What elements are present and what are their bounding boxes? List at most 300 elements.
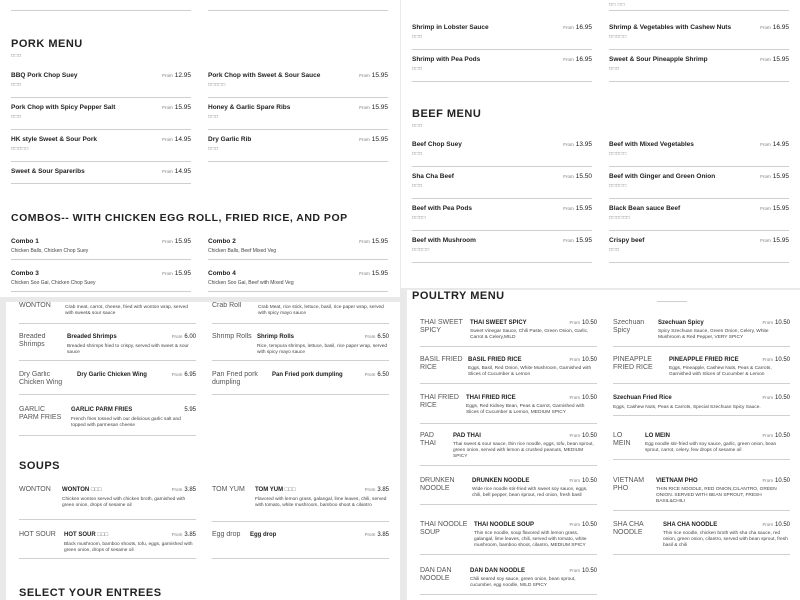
item-subtitle: □□□□□ [412,247,430,253]
section-title-poultry: POULTRY MENU [412,290,505,302]
price-prefix: From [760,238,771,243]
price-value: 5.95 [184,407,196,413]
item-description: Thin rice noodle, chicken broth with sha cha sauce, red onion, green onion, cilantro, served with bean sprout, fresh basil & chili [663,531,788,548]
price-prefix: From [762,357,773,362]
item-name: VIETNAM PHO [656,478,698,484]
menu-item[interactable] [420,477,597,505]
price-value: 3.85 [184,532,196,538]
price-prefix: From [563,238,574,243]
price-value: 10.50 [774,433,790,439]
item-description: Chicken Soo Gai, Beef with Mixed Veg [208,280,294,286]
item-name: Egg drop [250,532,277,538]
menu-item[interactable] [212,331,389,361]
item-description: Crab Meat, rice stick, lettuce, basil, rice paper wrap, served with spicy mayo sauce [258,305,384,316]
item-subtitle: □□□ [412,151,423,157]
item-subtitle: □□□ [208,114,219,120]
menu-item[interactable] [609,237,789,263]
panel-shrimp-beef [401,0,800,288]
menu-item[interactable] [609,56,789,82]
item-subtitle: □□□ [208,146,219,152]
price-value: 10.50 [581,522,597,528]
menu-item[interactable] [11,136,191,162]
menu-item[interactable] [609,24,789,50]
item-name: THAI NOODLE SOUP [474,522,535,528]
item-name: Sweet & Sour Spareribs [11,168,85,175]
price-prefix: From [563,142,574,147]
item-name-text: WONTON [62,487,90,493]
price-prefix: From [364,334,376,339]
price-prefix: From [563,174,574,179]
item-subtitle: □□□□□ [208,82,226,88]
section-title-combos: COMBOS-- WITH CHICKEN EGG ROLL, FRIED RICE, AND POP [11,212,348,224]
item-description: Chili seared soy sauce, green onion, bean sprout, cucumber, egg noodle, MILD SPICY [470,577,576,588]
item-name: Combo 3 [11,270,39,277]
price-value: 3.85 [377,487,389,493]
item-image: WONTON [19,302,51,309]
item-name: SHA CHA NOODLE [663,522,718,528]
menu-item[interactable] [208,72,388,98]
item-image: Egg drop [212,531,241,538]
menu-item[interactable] [19,404,196,436]
item-description: THIN RICE NOODLE, RED ONION,CILANTRO, GREEN ONION. SERVED WITH BEAN SPROUT, FRESH BASIL&CHILI [656,487,777,504]
price-prefix: From [162,239,173,244]
price-prefix: From [569,395,580,400]
item-name: Dry Garlic Rib [208,136,252,143]
menu-item[interactable] [11,270,191,292]
menu-item[interactable] [212,302,389,324]
item-price [359,270,388,277]
item-subtitle: □□□ [412,34,423,40]
item-price [563,141,592,148]
section-subtitle-beef: □□□ [412,123,423,129]
menu-item[interactable] [420,356,597,384]
price-value: 15.95 [772,56,789,63]
item-price [569,395,597,401]
menu-item[interactable] [420,394,597,424]
item-description: Breaded shrimps fried to crispy, served with sweet & sour sauce [67,344,189,355]
price-value: 14.95 [174,168,191,175]
menu-item[interactable] [412,24,592,50]
item-price [569,320,597,326]
price-prefix: From [569,522,580,527]
menu-item[interactable] [19,369,196,395]
item-price [162,104,191,111]
item-description: Chicken Balls, Chicken Chop Suey [11,248,89,254]
price-prefix: From [760,206,771,211]
price-prefix: From [171,487,183,492]
item-image: Shrimp Rolls [212,333,252,340]
menu-item[interactable] [613,319,790,347]
price-prefix: From [762,320,773,325]
price-prefix: From [563,57,574,62]
item-price [760,237,789,244]
section-title-soups: SOUPS [19,460,61,472]
item-price [762,478,790,484]
price-value: 14.95 [174,136,191,143]
item-name: PINEAPPLE FRIED RICE [669,357,739,363]
item-price [563,205,592,212]
menu-item[interactable] [613,356,790,384]
price-value: 15.95 [371,72,388,79]
item-price [762,320,790,326]
item-price [172,487,196,493]
item-name: Shrimp Rolls [257,334,295,340]
menu-item[interactable] [412,173,592,199]
price-prefix: From [563,206,574,211]
price-value: 10.50 [581,478,597,484]
item-price [569,357,597,363]
item-image: Szechuan Spicy [613,319,645,334]
menu-item[interactable] [613,432,790,460]
item-name-text: TOM YUM [255,487,284,493]
item-name: Beef with Mushroom [412,237,476,244]
price-prefix: From [364,532,376,537]
price-prefix: From [364,372,376,377]
item-image: THAI SWEET SPICY [420,319,463,334]
item-name: Sweet & Sour Pineapple Shrimp [609,56,708,63]
item-subtitle: □□□ [609,247,620,253]
item-price [365,532,389,538]
menu-item[interactable] [609,141,789,167]
item-price [162,238,191,245]
item-price [359,136,388,143]
item-name: THAI SWEET SPICY [470,320,527,326]
price-value: 10.50 [581,433,597,439]
menu-item[interactable] [212,529,389,559]
price-prefix: From [162,169,173,174]
section-title-beef: BEEF MENU [412,108,482,120]
menu-item[interactable] [11,168,191,184]
price-prefix: From [569,320,580,325]
menu-item[interactable] [11,72,191,98]
price-prefix: From [760,142,771,147]
divider [208,10,388,11]
item-price [760,56,789,63]
item-price [569,522,597,528]
price-value: 15.95 [575,205,592,212]
divider [657,301,687,302]
price-value: 15.95 [371,270,388,277]
price-value: 13.95 [575,141,592,148]
price-prefix: From [162,73,173,78]
price-prefix: From [359,73,370,78]
item-name: HK style Sweet & Sour Pork [11,136,97,143]
divider [609,10,789,11]
item-name-cn: □□□ [97,532,109,538]
item-description: Flavored with lemon grass, galangal, lime leaves, chili, served with tomato, white mushroom, bamboo shoot & cilantro [255,497,387,508]
item-name: Combo 4 [208,270,236,277]
price-value: 6.50 [377,372,389,378]
item-image: DAN DAN NOODLE [420,567,452,582]
price-value: 10.50 [774,478,790,484]
menu-item[interactable] [212,369,389,395]
item-name: Shrimp in Lobster Sauce [412,24,489,31]
item-name: Szechuan Spicy [658,320,704,326]
price-prefix: From [359,271,370,276]
price-value: 15.95 [772,237,789,244]
item-subtitle: □□□□□ [609,151,627,157]
price-value: 10.50 [774,357,790,363]
item-name: Pork Chop with Sweet & Sour Sauce [208,72,321,79]
price-prefix: From [364,487,376,492]
item-description: Eggs, Red Kidney Bean, Peas & Carrot, Garnished with Slices of Cucumber & Lemon, MEDIUM SPICY [466,404,585,415]
item-description: Crab meat, carrot, cheese, fried with wonton wrap, served with sweet& sour sauce [65,305,188,316]
item-name: DRUNKEN NOODLE [472,478,530,484]
section-subtitle-top: □□ □□ [609,2,625,8]
item-image: SHA CHA NOODLE [613,521,644,536]
item-description: Eggs, Basil, Red Onion, White Mushroom, Garnished with Slices of Cucumber & Lemon [468,366,592,377]
price-value: 6.95 [184,372,196,378]
item-image: BASIL FRIED RICE [420,356,463,371]
item-price [359,72,388,79]
menu-item[interactable] [11,104,191,130]
item-description: Chicken wonton served with chicken broth, garnished with green onion, drops of sesame oil [62,497,186,508]
item-description: Thai sweet & sour sauce, thin rice noodle, eggs, tofu, bean sprout, green onion, served with lemon & crushed peanuts, MEDIUM SPICY [453,442,594,459]
item-price [162,168,191,175]
price-prefix: From [171,532,183,537]
price-prefix: From [171,372,183,377]
divider [11,10,191,11]
item-name [64,532,108,538]
item-name-text: HOT SOUR [64,532,96,538]
item-image: Breaded Shrimps [19,333,46,348]
menu-item[interactable] [208,238,388,260]
item-description: Black mushroom, bamboo shoots, tofu, eggs, garnished with green onion, drops of sesame oil [64,542,193,553]
menu-item[interactable] [412,56,592,82]
menu-item[interactable] [208,136,388,162]
item-name [255,487,296,493]
item-image: Pan Fried pork dumpling [212,371,258,386]
item-subtitle: □□□□□□ [609,215,631,221]
item-description: Spicy Szechuan Sauce, Green Onion, Celery, White Mushroom & Red Pepper, VERY SPICY [658,329,769,340]
item-image: WONTON [19,486,51,493]
panel-poultry [407,290,800,600]
item-price [569,568,597,574]
item-name: BBQ Pork Chop Suey [11,72,78,79]
item-price [162,72,191,79]
item-price [162,136,191,143]
item-name: PAD THAI [453,433,481,439]
item-image: VIETNAM PHO [613,477,645,492]
price-value: 15.95 [174,238,191,245]
item-price [762,357,790,363]
price-prefix: From [760,25,771,30]
price-value: 15.95 [371,238,388,245]
price-value: 15.95 [772,205,789,212]
menu-item[interactable] [420,432,597,466]
item-price [365,487,389,493]
item-image: GARLIC PARM FRIES [19,406,62,421]
section-subtitle-pork: □□□ [11,53,22,59]
price-value: 3.85 [377,532,389,538]
item-name: DAN DAN NOODLE [470,568,525,574]
item-price [569,478,597,484]
menu-item[interactable] [412,141,592,167]
price-value: 10.50 [774,522,790,528]
price-value: 3.85 [184,487,196,493]
price-prefix: From [162,105,173,110]
item-price [359,104,388,111]
price-value: 14.95 [772,141,789,148]
item-name: Beef with Pea Pods [412,205,472,212]
item-price [760,24,789,31]
item-price [172,532,196,538]
price-prefix: From [359,137,370,142]
item-description: Eggs, Pineapple, Cashew Nuts, Peas & Carrots, Garnished with Slices of Cucumber & Lemon [669,366,772,377]
price-value: 6.50 [377,334,389,340]
price-value: 10.50 [581,320,597,326]
item-name: GARLIC PARM FRIES [71,407,133,413]
item-name: Pan Fried pork dumpling [272,372,343,378]
item-image: Dry Garlic Chicken Wing [19,371,63,386]
price-prefix: From [762,478,773,483]
item-price [563,173,592,180]
menu-item[interactable] [19,331,196,361]
item-name: LO MEIN [645,433,670,439]
item-image: DRUNKEN NOODLE [420,477,455,492]
item-image: Crab Roll [212,302,242,309]
item-subtitle: □□□ [11,114,22,120]
price-value: 15.50 [575,173,592,180]
item-name: Breaded Shrimps [67,334,117,340]
menu-item[interactable] [19,484,196,520]
item-description: Chicken Balls, Beef Mixed Veg [208,248,277,254]
item-image: PINEAPPLE FRIED RICE [613,356,653,371]
item-subtitle: □□□ [412,183,423,189]
item-description: Eggs, Cashew Nuts, Peas & Carrots, Special Szechuan Spicy Sauce. [613,405,761,410]
item-name-cn: □□□ [284,487,296,493]
price-prefix: From [563,25,574,30]
item-price [365,334,389,340]
menu-item[interactable] [420,567,597,595]
item-name: Honey & Garlic Spare Ribs [208,104,291,111]
item-subtitle: □□□□□ [609,183,627,189]
price-value: 10.50 [581,568,597,574]
item-name: Beef Chop Suey [412,141,462,148]
item-description: Rice, tempura shrimps, lettuce, basil, rice paper wrap, served with spicy mayo sauce [257,344,388,355]
menu-item[interactable] [212,484,389,522]
menu-item[interactable] [613,521,790,555]
item-price [365,372,389,378]
price-prefix: From [762,433,773,438]
section-title-pork: PORK MENU [11,38,83,50]
menu-item[interactable] [420,319,597,347]
section-title-entrees: SELECT YOUR ENTREES [19,587,162,599]
menu-item[interactable] [613,394,790,416]
item-name: THAI FRIED RICE [466,395,516,401]
menu-item[interactable] [19,302,196,324]
menu-item[interactable] [208,270,388,292]
item-subtitle: □□□ [412,66,423,72]
price-value: 16.95 [575,56,592,63]
panel-appetizers-soups [6,302,400,600]
item-image: LO MEIN [613,432,631,447]
price-prefix: From [359,239,370,244]
item-name: BASIL FRIED RICE [468,357,522,363]
price-value: 10.50 [774,320,790,326]
price-value: 10.50 [774,395,790,401]
item-description: Thin rice noodle, soup flavored with lemon grass, galangal, lime leaves, chili, served with tomato, white mushroom, bamboo shoot, cilantro, MEDIUM SPICY [474,531,587,548]
price-prefix: From [569,478,580,483]
item-image: HOT SOUR [19,531,56,538]
item-price [162,270,191,277]
item-subtitle: □□□ [11,82,22,88]
menu-item[interactable] [412,205,592,231]
item-name: Black Bean sauce Beef [609,205,681,212]
item-description: Wide rice noodle stir-fried with sweet soy sauce, eggs, chili, bell pepper, bean sprout, red onion, fresh basil [472,487,588,498]
item-name-cn: □□□ [90,487,102,493]
price-value: 15.95 [371,136,388,143]
item-name: Crispy beef [609,237,645,244]
price-value: 15.95 [575,237,592,244]
item-price [760,205,789,212]
price-prefix: From [760,57,771,62]
item-name: Dry Garlic Chicken Wing [77,372,147,378]
menu-item[interactable] [609,205,789,231]
item-price [762,433,790,439]
item-name [62,487,102,493]
menu-item[interactable] [613,477,790,511]
item-price [569,433,597,439]
item-price [760,173,789,180]
item-name: Combo 1 [11,238,39,245]
item-description: Chicken Soo Gai, Chicken Chop Suey [11,280,96,286]
item-subtitle: □□□□ [412,215,427,221]
item-subtitle: □□□□□ [609,34,627,40]
item-name: Shrimp with Pea Pods [412,56,481,63]
item-price [563,56,592,63]
price-value: 6.00 [184,334,196,340]
price-value: 15.95 [174,270,191,277]
item-description: Sweet Vinegar Sauce, Chili Paste, Green Onion, Garlic, Carrot & Celery,MILD [470,329,589,340]
menu-item[interactable] [609,173,789,199]
item-price [172,334,196,340]
price-value: 10.50 [581,395,597,401]
price-value: 15.95 [371,104,388,111]
item-price [762,395,790,401]
menu-item[interactable] [412,237,592,263]
price-value: 15.95 [772,173,789,180]
item-name: Szechuan Fried Rice [613,395,672,401]
item-price [760,141,789,148]
menu-item[interactable] [19,529,196,559]
item-subtitle: □□□ [609,66,620,72]
price-prefix: From [569,568,580,573]
menu-item[interactable] [208,104,388,130]
price-prefix: From [569,433,580,438]
price-prefix: From [762,522,773,527]
price-prefix: From [359,105,370,110]
item-price [182,407,196,413]
item-name: Combo 2 [208,238,236,245]
price-value: 16.95 [575,24,592,31]
item-name: Beef with Mixed Vegetables [609,141,694,148]
item-image: TOM YUM [212,486,245,493]
item-price [563,24,592,31]
item-image: THAI NOODLE SOUP [420,521,468,536]
item-price [172,372,196,378]
price-value: 15.95 [174,104,191,111]
menu-item[interactable] [420,521,597,555]
item-description: French fries tossed with our delicious garlic salt and topped with parmesan cheese [71,417,181,428]
price-prefix: From [162,271,173,276]
menu-item[interactable] [11,238,191,260]
item-price [762,522,790,528]
item-image: PAD THAI [420,432,436,447]
item-price [359,238,388,245]
item-name: Pork Chop with Spicy Pepper Salt [11,104,116,111]
price-prefix: From [162,137,173,142]
